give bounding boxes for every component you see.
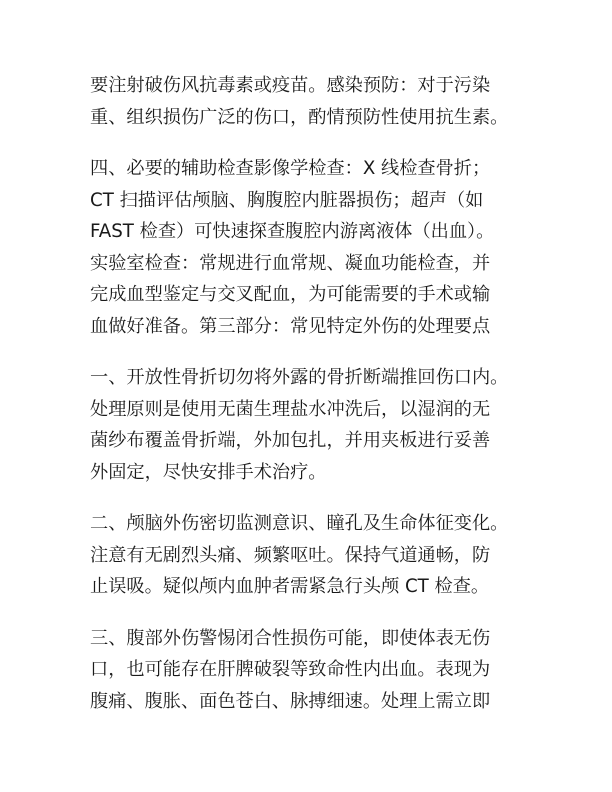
text-line: 重、组织损伤广泛的伤口，酌情预防性使用抗生素。 [90,106,509,128]
text-line: 外固定，尽快安排手术治疗。 [90,461,327,483]
text-line: 四、必要的辅助检查影像学检查：X 线检查骨折； [90,158,491,179]
text-line: FAST 检查）可快速探查腹腔内游离液体（出血）。 [90,221,495,242]
paragraph-infection-prevention [90,70,530,133]
text-line: 要注射破伤风抗毒素或疫苗。感染预防：对于污染 [90,75,491,96]
text-line: 菌纱布覆盖骨折端，外加包扎，并用夹板进行妥善 [90,430,491,451]
paragraph-head-injury [90,508,530,603]
text-line: 二、颅脑外伤密切监测意识、瞳孔及生命体征变化。 [90,513,509,534]
text-line: CT 扫描评估颅脑、胸腹腔内脏器损伤；超声（如 [90,189,484,211]
text-line: 血做好准备。第三部分：常见特定外伤的处理要点 [90,315,491,337]
text-line: 实验室检查：常规进行血常规、凝血功能检查，并 [90,252,491,274]
text-line: 处理原则是使用无菌生理盐水冲洗后，以湿润的无 [90,398,491,420]
text-line: 三、腹部外伤警惕闭合性损伤可能，即使体表无伤 [90,627,491,649]
paragraph-abdominal-injury [90,623,530,718]
text-line: 止误吸。疑似颅内血肿者需紧急行头颅 CT 检查。 [90,576,490,597]
text-line: 完成血型鉴定与交叉配血，为可能需要的手术或输 [90,284,491,305]
text-line: 注意有无剧烈头痛、频繁呕吐。保持气道通畅，防 [90,544,491,566]
paragraph-open-fracture [90,362,530,488]
text-line: 口，也可能存在肝脾破裂等致命性内出血。表现为 [90,659,491,680]
document-body [90,70,530,737]
text-line: 一、开放性骨折切勿将外露的骨折断端推回伤口内。 [90,367,509,388]
text-line: 腹痛、腹胀、面色苍白、脉搏细速。处理上需立即 [90,690,491,712]
paragraph-auxiliary-exams [90,153,530,342]
